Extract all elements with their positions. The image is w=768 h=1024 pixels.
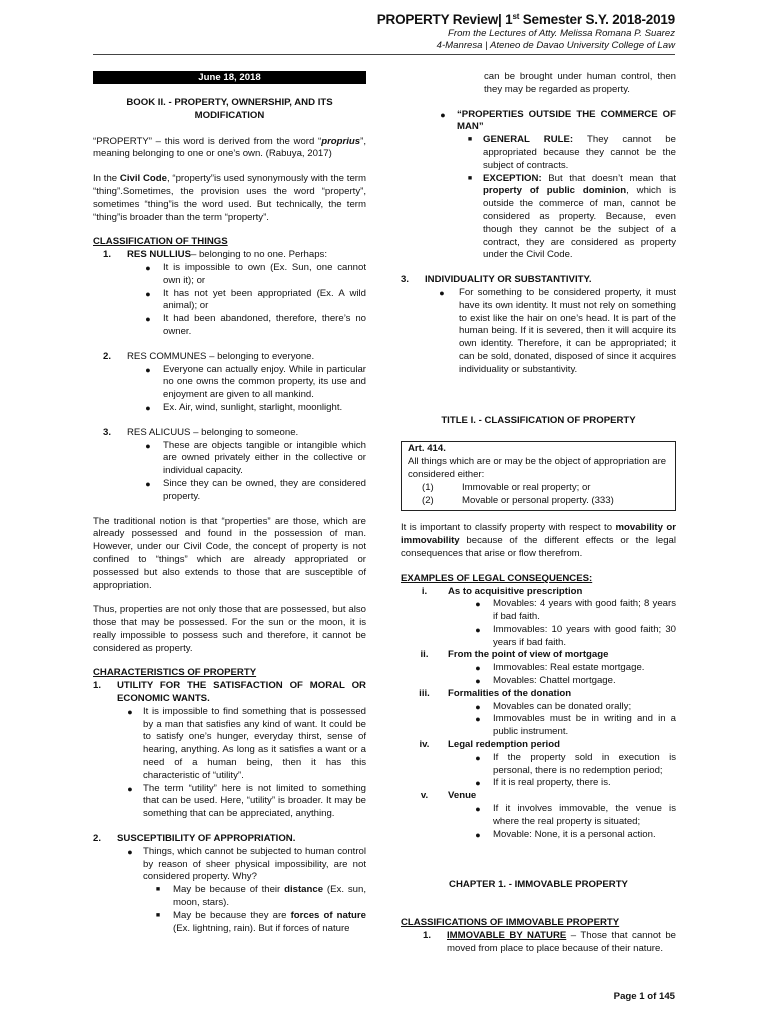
square-bullet-icon: ■ (155, 886, 161, 894)
text-span: v. (420, 790, 429, 802)
bullet-icon: ● (145, 478, 151, 489)
text-span: Venue (448, 790, 477, 802)
bullet-icon: ● (127, 783, 133, 794)
text-span: May be because they are (173, 909, 291, 921)
res-alicuus-desc: – belonging to someone. (190, 426, 299, 438)
list-item (463, 752, 676, 778)
text-span: distance (284, 884, 324, 896)
bullet-icon: ● (127, 846, 133, 857)
text-span: It has not yet been appropriated (Ex. A wild animal); or (163, 287, 366, 312)
text-span: forces of nature (290, 909, 366, 921)
text-span: property of public dominion (483, 185, 627, 197)
importance-paragraph (401, 522, 676, 560)
bullet-icon: ● (145, 364, 151, 375)
utility-title: UTILITY FOR THE SATISFACTION OF MORAL OR ECONOMIC WANTS. (117, 680, 366, 705)
right-column (401, 71, 676, 956)
article-text: All things which are or may be the object of appropriation are considered either: (408, 456, 667, 480)
text-span: Movables: 4 years with good faith; 8 years if bad faith. (493, 598, 676, 623)
bullet-icon: ● (127, 706, 133, 717)
book-title-line1: BOOK II. - PROPERTY, OWNERSHIP, AND ITS (126, 97, 333, 108)
text-span: They cannot be appropriated because they cannot be the subject of contracts. (483, 134, 676, 171)
header-title-main: PROPERTY Review| 1 (376, 12, 513, 27)
immovable-classification-heading: CLASSIFICATIONS OF IMMOVABLE PROPERTY (401, 917, 620, 929)
immovable-by-nature-title: IMMOVABLE BY NATURE (447, 930, 567, 942)
res-nullius-title: RES NULLIUS (127, 249, 191, 261)
text-span: In the (93, 173, 120, 185)
text-span: Movables can be donated orally; (493, 700, 632, 712)
text-span: It is impossible to find something that is possessed by a man that satisfies any kind of want. It could be to satisfy one’s hunger, everyday thirst, sense of hearing, anything. As long as it satisfies a want or a need of a human being, then it has this characteristic of “utility”. (143, 705, 366, 781)
text-span: The term “utility” here is not limited to something that can be used. Here, “utility” is broader. It may be something that can be appreciated, anything. (143, 782, 366, 820)
list-item (457, 134, 676, 172)
classification-heading: CLASSIFICATION OF THINGS (93, 236, 228, 248)
document-header (377, 12, 675, 53)
text-span: EXCEPTION: (483, 172, 542, 184)
text-span: Ex. Air, wind, sunlight, starlight, moonlight. (163, 401, 343, 413)
header-school: 4-Manresa | Ateneo de Davao University College of Law (436, 40, 675, 52)
bullet-icon: ● (475, 778, 481, 789)
susceptibility-bullets (93, 846, 366, 936)
res-nullius-desc: – belonging to no one. Perhaps: (190, 249, 327, 261)
list-item (133, 262, 366, 288)
text-span: May be because of their (173, 884, 285, 896)
text-span: These are objects tangible or intangible which are owned privately either in the collective or individual capacity. (163, 439, 366, 477)
text-span: Since they can be owned, they are considered property. (163, 477, 366, 502)
bullet-icon: ● (145, 262, 151, 273)
text-span: As to acquisitive prescription (448, 585, 583, 597)
bullet-icon: ● (145, 440, 151, 451)
text-span: Formalities of the donation (448, 687, 572, 699)
list-item (117, 846, 366, 884)
left-column (93, 71, 366, 935)
text-span: (Ex. sun, moon, stars). (173, 884, 366, 909)
bullet-icon: ● (475, 829, 481, 840)
individuality-bullets (401, 287, 676, 377)
text-span: Immovables: 10 years with good faith; 30 years if bad faith. (493, 623, 676, 648)
item-number: 1. (93, 680, 102, 692)
bullet-icon: ● (475, 752, 481, 763)
list-item (133, 478, 366, 504)
bullet-icon: ● (475, 599, 481, 610)
text-span: Movable: None, it is a personal action. (493, 828, 656, 840)
proprius-term: proprius (321, 135, 361, 147)
text-span: ”, meaning belonging to one or one’s own. (Rabuya, 2017) (93, 135, 366, 160)
list-item (463, 662, 676, 675)
immovable-by-nature-item (401, 930, 676, 956)
item-number: 3. (401, 274, 410, 286)
example-item (401, 790, 676, 803)
individuality-title: INDIVIDUALITY OR SUBSTANTIVITY. (425, 274, 592, 286)
header-title-rest: Semester S.Y. 2018-2019 (519, 12, 675, 27)
bullet-icon: ● (145, 288, 151, 299)
example-bullets (401, 803, 676, 841)
susceptibility-subbullets (117, 884, 366, 935)
res-communes-bullets (93, 364, 366, 415)
susceptibility-item (93, 833, 366, 846)
bullet-icon: ● (145, 402, 151, 413)
utility-item (93, 680, 366, 706)
header-title-sup: st (512, 12, 520, 21)
text-span: If it is real property, there is. (493, 777, 611, 789)
text-span: iv. (419, 739, 430, 751)
individuality-item (401, 274, 676, 287)
possession-paragraph: Thus, properties are not only those that are possessed, but also those that may be possessed. For the sun or the moon, it is really impossible to possess such and therefore, it cannot be considered as property. (93, 604, 366, 654)
bullet-icon: ● (475, 701, 481, 712)
list-item (463, 829, 676, 842)
utility-bullets (93, 706, 366, 821)
outside-commerce-item (401, 109, 676, 135)
item-number: 3. (103, 426, 112, 438)
article-item (408, 495, 669, 508)
list-item (463, 675, 676, 688)
text-span: “PROPERTY” – this word is derived from the word “ (93, 135, 322, 147)
res-nullius-bullets (93, 262, 366, 339)
text-span: It had been abandoned, therefore, there’s no owner. (163, 313, 366, 337)
text-span: movability or immovability (401, 522, 676, 547)
page-number: Page 1 of 145 (613, 991, 675, 1002)
text-span: If the property sold in execution is personal, there is no redemption period; (493, 751, 676, 776)
list-item (133, 440, 366, 478)
res-communes-item (93, 351, 366, 364)
article-item (408, 482, 669, 495)
article-414-box (401, 441, 676, 511)
list-item (463, 701, 676, 714)
text-span: But that doesn’t mean that (541, 172, 676, 184)
susceptibility-title: SUSCEPTIBILITY OF APPROPRIATION. (117, 833, 296, 845)
examples-heading: EXAMPLES OF LEGAL CONSEQUENCES: (401, 572, 593, 584)
text-span: GENERAL RULE: (483, 134, 574, 146)
list-item (143, 910, 366, 936)
text-span: Immovables: Real estate mortgage. (493, 662, 645, 674)
text-span: i. (421, 585, 428, 597)
text-span: (2) (422, 494, 434, 506)
civil-code-term: Civil Code (119, 173, 167, 185)
header-divider (93, 54, 675, 55)
res-communes-title: RES COMMUNES (127, 350, 207, 362)
text-span: Legal redemption period (448, 739, 560, 751)
list-item (143, 884, 366, 910)
text-span: – Those that cannot be moved from place to place because of their nature. (447, 930, 676, 954)
res-alicuus-title: RES ALICUUS (127, 426, 191, 438)
date-banner: June 18, 2018 (93, 71, 366, 84)
list-item (425, 287, 676, 377)
book-title-line2: MODIFICATION (194, 109, 265, 121)
text-span: Movable or personal property. (333) (462, 494, 614, 506)
square-bullet-icon: ■ (467, 136, 473, 144)
text-span: (Ex. lightning, rain). But if forces of nature (173, 922, 350, 934)
text-span: iii. (419, 687, 430, 699)
chapter-one-heading: CHAPTER 1. - IMMOVABLE PROPERTY (449, 879, 628, 891)
text-span: Immovables must be in writing and in a public instrument. (493, 713, 676, 738)
property-definition-paragraph (93, 136, 366, 162)
text-span: , which is outside the commerce of man, cannot be considered as property. Because, even though they cannot be the subject of a contract, they are considered as property under the Civil Code. (483, 185, 676, 261)
title-one-heading: TITLE I. - CLASSIFICATION OF PROPERTY (441, 414, 636, 426)
text-span: Immovable or real property; or (462, 481, 591, 493)
outside-commerce-subitems (401, 134, 676, 262)
example-item (401, 688, 676, 701)
header-title (377, 12, 675, 28)
res-alicuus-item (93, 427, 366, 440)
bullet-icon: ● (475, 624, 481, 635)
list-item (463, 624, 676, 650)
list-item (133, 402, 366, 415)
list-item (133, 288, 366, 314)
outside-commerce-title: “PROPERTIES OUTSIDE THE COMMERCE OF MAN” (457, 108, 676, 133)
list-item (463, 713, 676, 739)
example-bullets (401, 598, 676, 649)
example-item (401, 739, 676, 752)
square-bullet-icon: ■ (155, 911, 161, 919)
res-nullius-item (93, 249, 366, 262)
list-item (463, 803, 676, 829)
square-bullet-icon: ■ (467, 174, 473, 182)
text-span: Things, which cannot be subjected to human control by reason of sheer physical impossibility, are not considered property. Why? (143, 845, 366, 883)
list-item (463, 598, 676, 624)
text-span: (1) (422, 481, 434, 493)
header-lecturer: From the Lectures of Atty. Melissa Romana P. Suarez (448, 28, 675, 39)
bullet-icon: ● (440, 109, 446, 120)
item-number: 2. (93, 833, 102, 845)
text-span: If it involves immovable, the venue is where the real property is situated; (493, 803, 676, 827)
example-bullets (401, 752, 676, 790)
res-alicuus-bullets (93, 440, 366, 504)
list-item (117, 783, 366, 821)
civil-code-paragraph (93, 173, 366, 224)
list-item (133, 364, 366, 402)
example-item (401, 586, 676, 599)
bullet-icon: ● (439, 287, 445, 298)
text-span: Everyone can actually enjoy. While in particular no one owns the common property, its use and enjoyment are given to all mankind. (163, 363, 366, 401)
list-item (133, 313, 366, 339)
text-span: , “property”is used synonymously with the term “thing”.Sometimes, the provision uses the word “property”, sometimes “thing”is the word used. But technically, the term “thing”is broader than the term “property”. (93, 173, 366, 223)
text-span: It is important to classify property with respect to (401, 522, 616, 534)
bullet-icon: ● (475, 676, 481, 687)
item-number: 2. (103, 350, 112, 362)
text-span: because of the different effects or the legal consequences that arise or flow therefrom. (401, 535, 676, 559)
bullet-icon: ● (475, 714, 481, 725)
example-bullets (401, 701, 676, 739)
res-communes-desc: – belonging to everyone. (206, 350, 315, 362)
text-span: From the point of view of mortgage (448, 649, 609, 661)
example-bullets (401, 662, 676, 688)
item-number: 1. (103, 249, 112, 261)
text-span: For something to be considered property, it must have its own identity. It must not rely on something to exist like the hair on one’s head. It is part of the human being. If it is severed, then it will acquire its own identity. Therefore, it can be appropriated; it can be sold, donated, disposed of since it acquires individuality or substantivity. (459, 286, 676, 375)
text-span: It is impossible to own (Ex. Sun, one cannot own it); or (163, 261, 366, 286)
example-item (401, 649, 676, 662)
forces-continuation: can be brought under human control, then they may be regarded as property. (484, 71, 676, 95)
list-item (117, 706, 366, 783)
bullet-icon: ● (475, 804, 481, 815)
text-span: Movables: Chattel mortgage. (493, 675, 616, 687)
list-item (463, 777, 676, 790)
bullet-icon: ● (475, 663, 481, 674)
text-span: ii. (420, 649, 429, 661)
bullet-icon: ● (145, 314, 151, 325)
article-label: Art. 414. (408, 443, 446, 455)
examples-list (401, 586, 676, 842)
traditional-notion-paragraph: The traditional notion is that “properties” are those, which are already possessed and found in the possession of man. However, under our Civil Code, the concept of property is not confined to “things” which are already appropriated or possessed but also extends to those that are susceptible of appropriation. (93, 515, 366, 591)
list-item (457, 173, 676, 263)
item-number: 1. (423, 930, 432, 942)
book-title (93, 97, 366, 123)
characteristics-heading: CHARACTERISTICS OF PROPERTY (93, 667, 257, 679)
